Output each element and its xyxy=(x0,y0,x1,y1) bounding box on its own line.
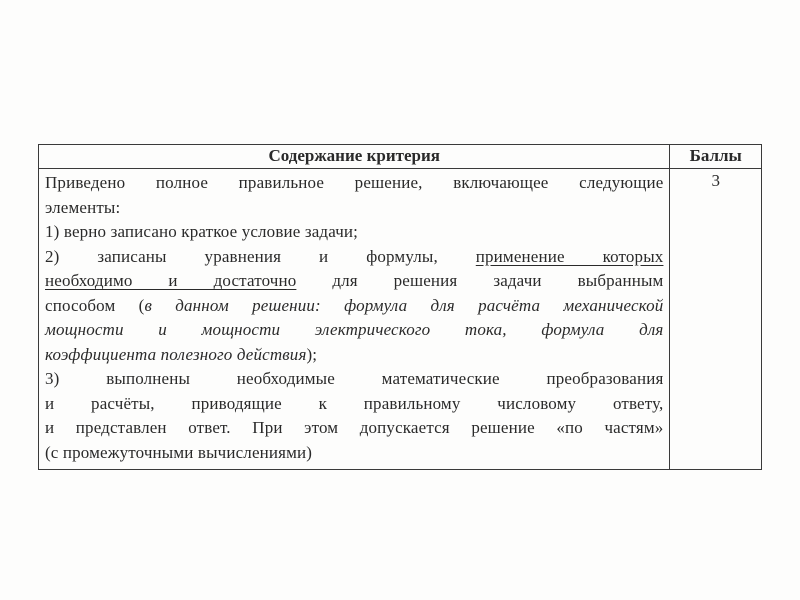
text-line-1: Приведено полное правильное решение, включающее следующие xyxy=(45,173,664,192)
text-line-5b: для решения задачи выбранным xyxy=(332,271,664,290)
text-line-4 xyxy=(45,245,663,270)
underlined-phrase-2: необходимо и достаточно xyxy=(45,271,297,290)
italic-phrase-2: коэффициента полезного действия xyxy=(45,344,307,364)
criteria-text xyxy=(39,169,670,470)
text-line-6 xyxy=(45,294,663,319)
text-line-8b: ); xyxy=(306,344,318,364)
text-line-2: элементы: xyxy=(45,197,121,217)
text-line-7: мощности и мощности электрического тока, формула для xyxy=(45,320,664,339)
text-line-12: (с промежуточными вычислениями) xyxy=(45,442,313,462)
header-row xyxy=(39,145,762,169)
text-line-11: и представлен ответ. При этом допускается решение «по частям» xyxy=(45,418,664,437)
criteria-row xyxy=(39,169,762,470)
text-line-9: 3) выполнены необходимые математические преобразования xyxy=(45,369,664,388)
text-line-6a: способом ( xyxy=(45,295,145,315)
text-line-3: 1) верно записано краткое условие задачи; xyxy=(45,222,359,241)
text-line-5 xyxy=(45,269,663,294)
header-score: Баллы xyxy=(670,145,762,169)
criteria-table xyxy=(38,144,762,470)
header-content: Содержание критерия xyxy=(39,145,670,169)
underlined-phrase-1: применение которых xyxy=(475,246,664,266)
text-line-4a: 2) записаны уравнения и формулы, xyxy=(45,246,438,266)
text-line-8 xyxy=(45,343,663,368)
text-line-10: и расчёты, приводящие к правильному числовому ответу, xyxy=(45,393,664,413)
score-value: 3 xyxy=(670,169,762,470)
italic-phrase-1: в данном решении: формула для расчёта механической xyxy=(144,295,664,315)
